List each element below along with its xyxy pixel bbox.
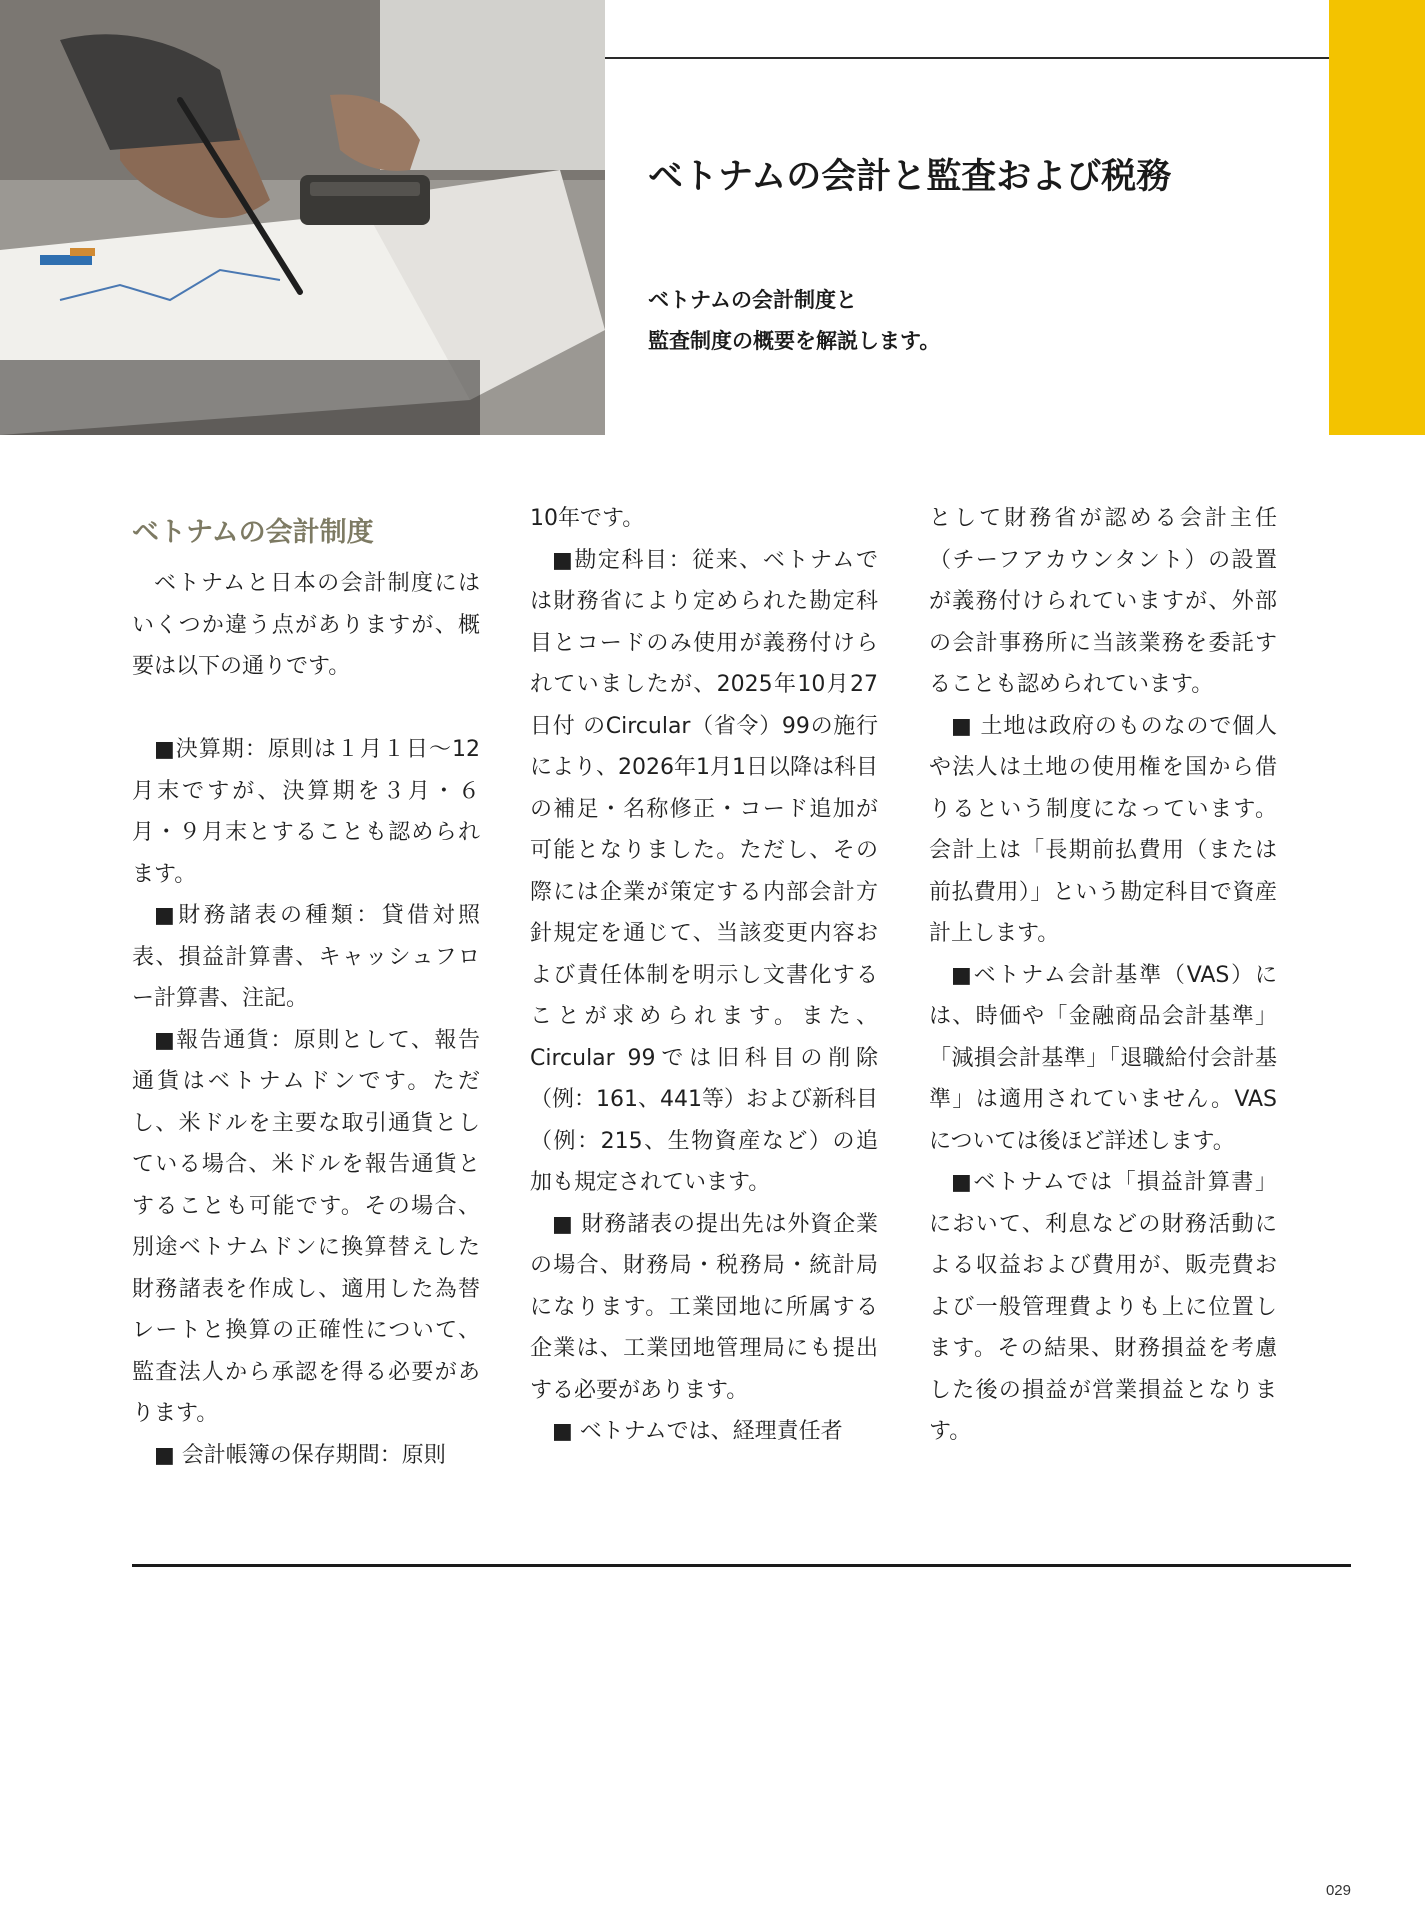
fiscal-period-paragraph: ■決算期：原則は１月１日～12月末ですが、決算期を３月・６月・９月末とすることも認められます。 [132, 737, 480, 887]
chart-bar [40, 255, 92, 265]
chief-accountant-continued: として財務省が認める会計主任（チーフアカウンタント）の設置が義務付けられていますが、外部の会計事務所に当該業務を委託することも認められています。 [929, 506, 1277, 697]
intro-paragraph: ベトナムと日本の会計制度にはいくつか違う点がありますが、概要は以下の通りです。 [132, 571, 480, 679]
text-column-3 [929, 498, 1277, 1453]
reporting-currency-paragraph: ■報告通貨：原則として、報告通貨はベトナムドンです。ただし、米ドルを主要な取引通貨としている場合、米ドルを報告通貨とすることも可能です。その場合、別途ベトナムドンに換算替えした財務諸表を作成し、適用した為替レートと換算の正確性について、監査法人から承認を得る必要があります。 [132, 1027, 480, 1426]
paragraph-gap [132, 688, 480, 730]
header-top-rule [605, 57, 1329, 59]
page-subtitle [648, 280, 1308, 362]
vas-paragraph: ■ベトナム会計基準（VAS）には、時価や「金融商品会計基準」「減損会計基準」「退職給付会計基準」は適用されていません。VASについては後ほど詳述します。 [929, 962, 1277, 1154]
clipboard-shadow [0, 360, 480, 435]
subtitle-line-1: ベトナムの会計制度と [648, 288, 857, 312]
header-photo [0, 0, 605, 435]
retention-period-continued: 10年です。 [530, 506, 645, 531]
retention-period-paragraph: ■ 会計帳簿の保存期間：原則 [154, 1442, 446, 1468]
chief-accountant-paragraph: ■ ベトナムでは、経理責任者 [552, 1419, 843, 1444]
land-use-paragraph: ■ 土地は政府のものなので個人や法人は土地の使用権を国から借りるという制度になっています。会計上は「長期前払費用（または前払費用）」という勘定科目で資産計上します。 [929, 713, 1277, 946]
chart-of-accounts-paragraph: ■勘定科目：従来、ベトナムでは財務省により定められた勘定科目とコードのみ使用が義務付けられていましたが、2025年10月27日付 のCircular（省令）99の施行により、2026年1月1日以降は科目の補足・名称修正・コード追加が可能となりました。ただし、その際には企業が策定する内部会計方針規定を通じて、当該変更内容および責任体制を明示し文書化することが求められます。また、Circular 99では旧科目の削除（例：161、441等）および新科目（例：215、生物資産など）の追加も規定されています。 [530, 547, 878, 1195]
subtitle-line-2: 監査制度の概要を解説します。 [648, 329, 941, 353]
bottom-rule [132, 1564, 1351, 1567]
page-number: 029 [1325, 1882, 1351, 1899]
text-column-1 [132, 495, 480, 1476]
page-title: ベトナムの会計と監査および税務 [648, 157, 1172, 197]
statement-types-paragraph: ■財務諸表の種類：貸借対照表、損益計算書、キャッシュフロー計算書、注記。 [132, 903, 480, 1011]
income-statement-paragraph: ■ベトナムでは「損益計算書」において、利息などの財務活動による収益および費用が、販売費および一般管理費よりも上に位置します。その結果、財務損益を考慮した後の損益が営業損益となります。 [929, 1170, 1277, 1444]
text-column-2 [530, 498, 878, 1453]
submission-paragraph: ■ 財務諸表の提出先は外資企業の場合、財務局・税務局・統計局になります。工業団地に所属する企業は、工業団地管理局にも提出する必要があります。 [530, 1211, 878, 1403]
calculator-display [310, 182, 420, 196]
chart-bar-orange [70, 248, 95, 256]
accent-yellow-bar [1329, 0, 1425, 435]
accounting-photo-illustration [0, 0, 605, 435]
section-heading: ベトナムの会計制度 [132, 517, 374, 548]
